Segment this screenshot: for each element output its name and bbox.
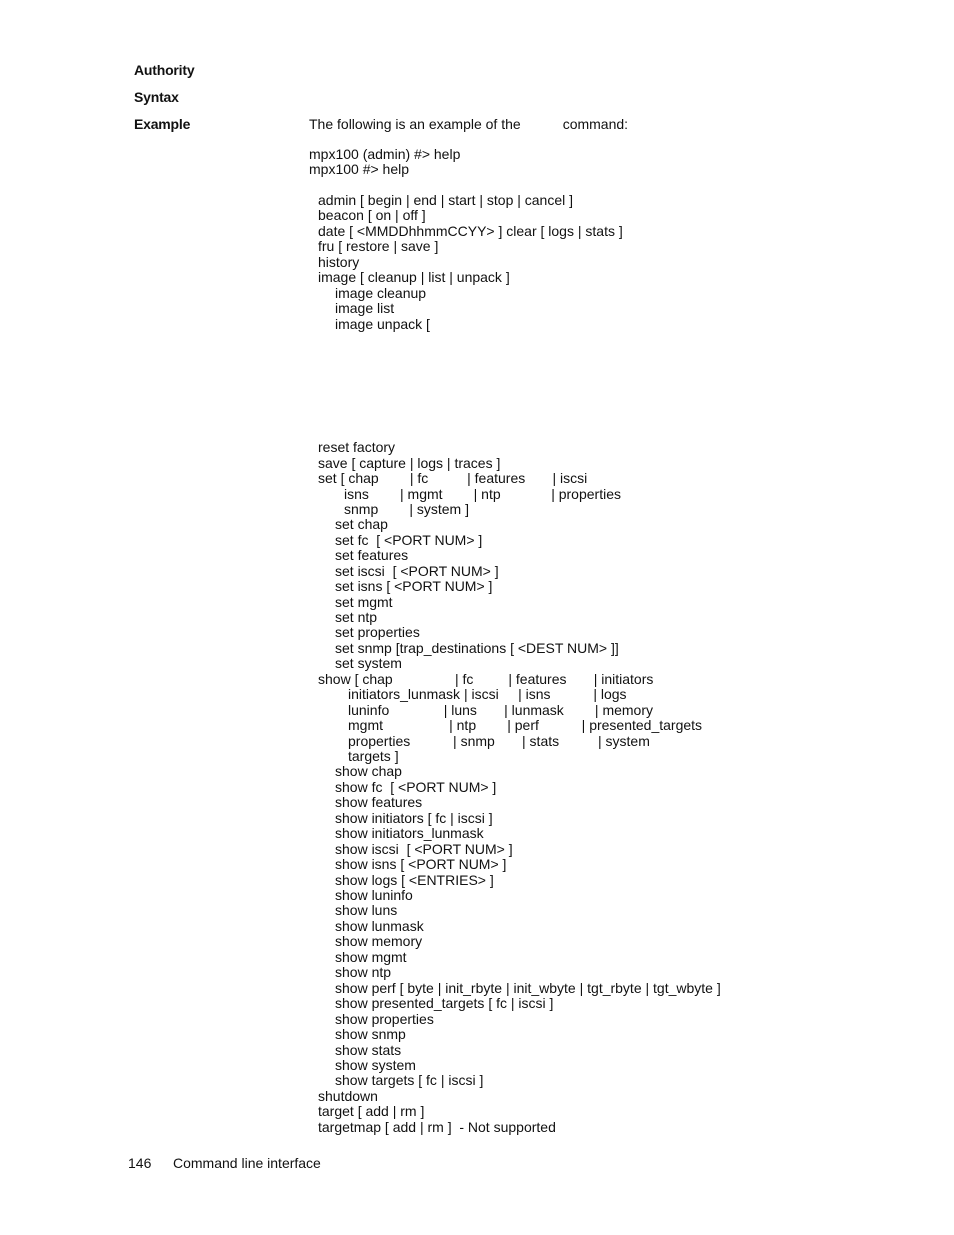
cli-line: fru [ restore | save ] <box>318 238 439 254</box>
cli-line: show isns [ <PORT NUM> ] <box>335 856 507 872</box>
cli-line: admin [ begin | end | start | stop | cancel ] <box>318 192 574 208</box>
cli-line: show luninfo <box>335 887 413 903</box>
cli-line: save [ capture | logs | traces ] <box>318 455 501 471</box>
cli-line: set system <box>335 655 402 671</box>
cli-line: show chap <box>335 763 402 779</box>
intro-text <box>309 116 628 132</box>
cli-line: show snmp <box>335 1026 406 1042</box>
heading-syntax: Syntax <box>134 89 179 105</box>
cli-line: target [ add | rm ] <box>318 1103 425 1119</box>
cli-line: show perf [ byte | init_rbyte | init_wbyte | tgt_rbyte | tgt_wbyte ] <box>335 980 721 996</box>
cli-line: reset factory <box>318 439 396 455</box>
page-number: 146 <box>128 1155 152 1171</box>
cli-line: show targets [ fc | iscsi ] <box>335 1072 484 1088</box>
heading-example: Example <box>134 116 191 132</box>
cli-line: isns | mgmt | ntp | properties <box>344 486 621 502</box>
cli-line: image unpack [ <box>335 316 430 332</box>
cli-line: show lunmask <box>335 918 424 934</box>
cli-line: show properties <box>335 1011 434 1027</box>
heading-authority: Authority <box>134 62 195 78</box>
footer-section-title: Command line interface <box>173 1155 321 1171</box>
cli-line: properties | snmp | stats | system <box>348 733 650 749</box>
cli-line: set features <box>335 547 409 563</box>
cli-line: mpx100 (admin) #> help <box>309 146 461 162</box>
cli-line: image cleanup <box>335 285 427 301</box>
cli-line: initiators_lunmask | iscsi | isns | logs <box>348 686 627 702</box>
cli-line: image [ cleanup | list | unpack ] <box>318 269 510 285</box>
cli-line: date [ <MMDDhhmmCCYY> ] clear [ logs | stats ] <box>318 223 623 239</box>
cli-line: set [ chap | fc | features | iscsi <box>318 470 588 486</box>
cli-line: show ntp <box>335 964 392 980</box>
cli-line: show iscsi [ <PORT NUM> ] <box>335 841 513 857</box>
cli-line: image list <box>335 300 395 316</box>
intro-before: The following is an example of the <box>309 116 521 132</box>
cli-line: set mgmt <box>335 594 393 610</box>
cli-line: set properties <box>335 624 420 640</box>
cli-line: mpx100 #> help <box>309 161 410 177</box>
cli-line: show logs [ <ENTRIES> ] <box>335 872 494 888</box>
intro-after: command: <box>562 116 629 132</box>
cli-line: targetmap [ add | rm ] - Not supported <box>318 1119 556 1135</box>
cli-line: show stats <box>335 1042 402 1058</box>
cli-line: mgmt | ntp | perf | presented_targets <box>348 717 703 733</box>
cli-line: targets ] <box>348 748 399 764</box>
cli-line: show system <box>335 1057 416 1073</box>
cli-line: set ntp <box>335 609 378 625</box>
cli-line: set isns [ <PORT NUM> ] <box>335 578 493 594</box>
cli-line: beacon [ on | off ] <box>318 207 426 223</box>
cli-line: show fc [ <PORT NUM> ] <box>335 779 497 795</box>
cli-line: show luns <box>335 902 398 918</box>
cli-line: history <box>318 254 360 270</box>
cli-line: show presented_targets [ fc | iscsi ] <box>335 995 554 1011</box>
cli-line: set snmp [trap_destinations [ <DEST NUM> ]] <box>335 640 619 656</box>
cli-line: set chap <box>335 516 388 532</box>
cli-line: show [ chap | fc | features | initiators <box>318 671 654 687</box>
cli-line: snmp | system ] <box>344 501 469 517</box>
cli-line: set iscsi [ <PORT NUM> ] <box>335 563 499 579</box>
cli-line: show initiators_lunmask <box>335 825 484 841</box>
cli-line: luninfo | luns | lunmask | memory <box>348 702 654 718</box>
cli-line: show memory <box>335 933 423 949</box>
cli-line: set fc [ <PORT NUM> ] <box>335 532 483 548</box>
cli-line: show initiators [ fc | iscsi ] <box>335 810 493 826</box>
cli-line: shutdown <box>318 1088 378 1104</box>
cli-line: show features <box>335 794 423 810</box>
cli-line: show mgmt <box>335 949 407 965</box>
